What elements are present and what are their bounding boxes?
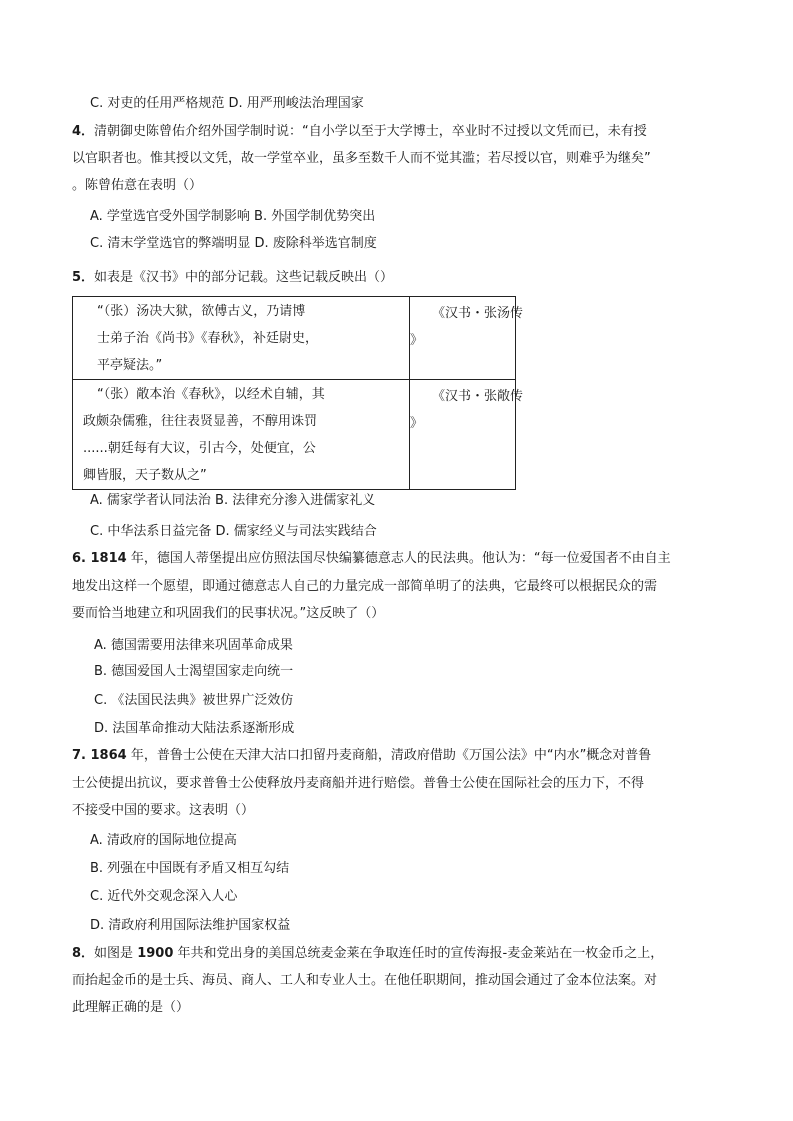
- quote-line: “（张）汤决大狱，欲傅古义，乃请博: [97, 304, 306, 319]
- source-line: 》: [410, 416, 424, 431]
- q6-stem-text-1: 年，德国人蒂堡提出应仿照法国尽快编纂德意志人的民法典。他认为：“每一位爱国者不由自主: [126, 551, 671, 566]
- q8-year: 1900: [137, 946, 174, 961]
- source-line: 《汉书・张汤传: [432, 306, 524, 321]
- q7-option-d: D. 清政府利用国际法维护国家权益: [90, 918, 291, 933]
- q4-stem-text-1: 清朝御史陈曾佑介绍外国学制时说：“自小学以至于大学博士，卒业时不过授以文凭而已，未有授: [94, 124, 647, 139]
- q8-stem-text-1a: 如图是: [94, 946, 138, 961]
- q7-stem-text-1: 年，普鲁士公使在天津大沽口扣留丹麦商船，清政府借助《万国公法》中“内水”概念对普鲁: [126, 748, 652, 763]
- quote-line: 卿皆服，天子数从之”: [83, 468, 207, 483]
- q3-option-cd: C. 对吏的任用严格规范 D. 用严刑峻法治理国家: [90, 96, 364, 111]
- table-source-cell: [410, 297, 524, 380]
- q7-option-b: B. 列强在中国既有矛盾又相互勾结: [90, 861, 290, 876]
- q8-number: 8．: [72, 946, 95, 961]
- q6-option-b: B. 德国爱国人士渴望国家走向统一: [94, 664, 294, 679]
- q5-number: 5．: [72, 270, 95, 285]
- q5-reference-table: [72, 296, 524, 490]
- quote-line: ......朝廷每有大议，引古今，处便宜，公: [83, 441, 316, 456]
- quote-line: 政颇杂儒雅，往往表贤显善，不醇用诛罚: [83, 414, 318, 429]
- q8-stem-line-3: 此理解正确的是（）: [72, 1000, 190, 1015]
- source-line: 》: [410, 333, 424, 348]
- source-line: 《汉书・张敞传: [432, 389, 524, 404]
- q8-stem-text-1b: 年共和党出身的美国总统麦金莱在争取连任时的宣传海报-麦金莱站在一枚金币之上，: [173, 946, 664, 961]
- q6-option-d: D. 法国革命推动大陆法系逐渐形成: [94, 721, 295, 736]
- q4-stem-line-1: [72, 122, 647, 142]
- q5-option-cd: C. 中华法系日益完备 D. 儒家经义与司法实践结合: [90, 524, 377, 539]
- quote-line: “（张）敞本治《春秋》，以经术自辅，其: [97, 387, 325, 402]
- q6-stem-line-2: 地发出这样一个愿望，即通过德意志人自己的力量完成一部简单明了的法典，它最终可以根据民众的需: [72, 579, 658, 594]
- q7-option-a: A. 清政府的国际地位提高: [90, 833, 237, 848]
- table-row: [73, 297, 516, 380]
- q7-option-c: C. 近代外交观念深入人心: [90, 889, 238, 904]
- q7-stem-line-1: [72, 746, 651, 766]
- q8-stem-line-2: 而抬起金币的是士兵、海员、商人、工人和专业人士。在他任职期间，推动国会通过了金本位法案。对: [72, 973, 658, 988]
- q6-option-a: A. 德国需要用法律来巩固革命成果: [94, 638, 293, 653]
- q7-stem-line-3: 不接受中国的要求。这表明（）: [72, 803, 255, 818]
- table-row: [73, 380, 516, 490]
- q6-option-c: C. 《法国民法典》被世界广泛效仿: [94, 693, 294, 708]
- q6-stem-line-3: 要而恰当地建立和巩固我们的民事状况。”这反映了（）: [72, 606, 385, 621]
- table-quote-cell: [73, 380, 410, 490]
- q5-option-ab: A. 儒家学者认同法治 B. 法律充分渗入进儒家礼义: [90, 493, 376, 508]
- q4-number: 4．: [72, 124, 95, 139]
- q4-option-ab: A. 学堂选官受外国学制影响 B. 外国学制优势突出: [90, 209, 376, 224]
- table-quote-cell: [73, 297, 410, 380]
- q8-stem-line-1: [72, 944, 663, 964]
- q5-stem-text: 如表是《汉书》中的部分记载。这些记载反映出（）: [94, 270, 394, 285]
- q7-stem-line-2: 士公使提出抗议，要求普鲁士公使释放丹麦商船并进行赔偿。普鲁士公使在国际社会的压力下，不得: [72, 776, 645, 791]
- table-source-cell: [410, 380, 524, 490]
- quote-line: 平亭疑法。”: [97, 358, 163, 373]
- q4-option-cd: C. 清末学堂选官的弊端明显 D. 废除科举选官制度: [90, 236, 377, 251]
- q7-number: 7. 1864: [72, 748, 127, 763]
- q6-stem-line-1: [72, 549, 671, 569]
- quote-line: 士弟子治《尚书》《春秋》，补廷尉史，: [97, 331, 319, 346]
- q4-stem-line-3: 。陈曾佑意在表明（）: [72, 178, 203, 193]
- q6-number: 6. 1814: [72, 551, 127, 566]
- q4-stem-line-2: 以官职者也。惟其授以文凭，故一学堂卒业，虽多至数千人而不觉其滥；若尽授以官，则难乎为继矣”: [72, 151, 651, 166]
- q5-stem-line: [72, 268, 393, 288]
